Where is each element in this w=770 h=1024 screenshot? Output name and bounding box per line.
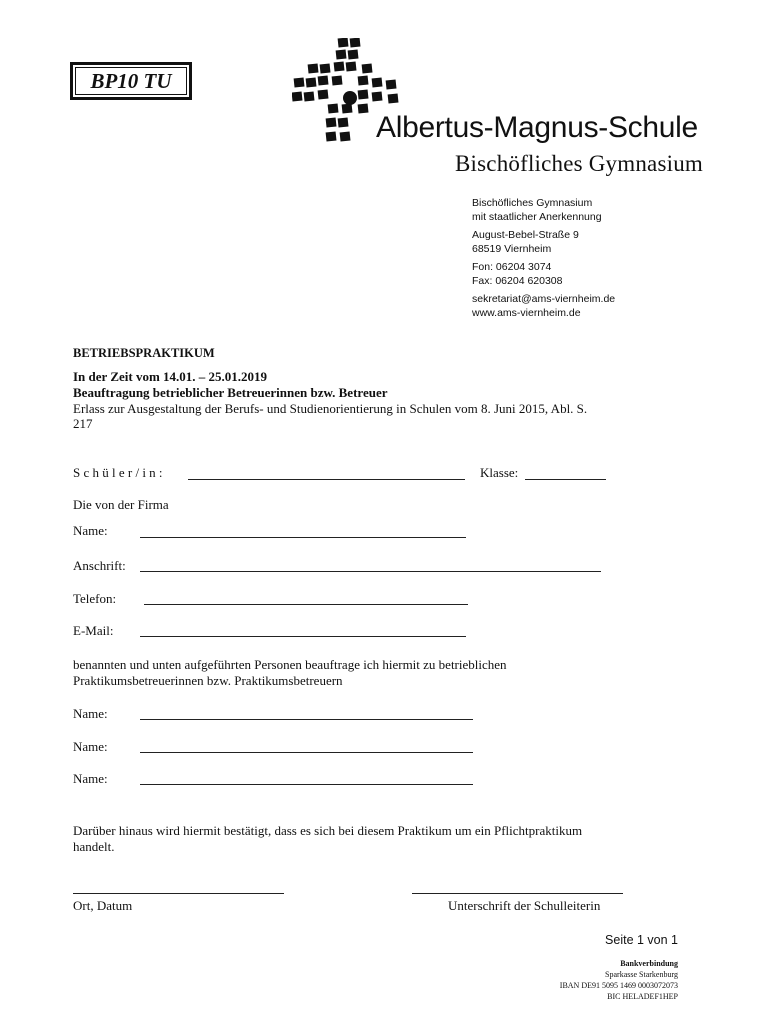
period: In der Zeit vom 14.01. – 25.01.2019 (73, 369, 268, 384)
decree-line-1: Erlass zur Ausgestaltung der Berufs- und Studienorientierung in Schulen vom 8. Juni 2015, Abl. S. (73, 401, 588, 416)
confirmation-line-2: handelt. (73, 839, 115, 854)
school-name: Albertus-Magnus-Schule (376, 111, 698, 144)
place-date-label: Ort, Datum (73, 898, 133, 913)
company-phone-label: Telefon: (73, 591, 117, 606)
company-email-field[interactable] (140, 636, 466, 637)
company-name-field[interactable] (140, 537, 466, 538)
student-field[interactable] (188, 479, 465, 480)
decree-line-2: 217 (73, 416, 93, 431)
supervisor-name-label-1: Name: (73, 706, 108, 721)
company-address-label: Anschrift: (73, 558, 126, 573)
bank-iban: IBAN DE91 5095 1469 0003072073 (559, 981, 678, 990)
place-date-field[interactable] (73, 893, 284, 894)
address-web: www.ams-viernheim.de (472, 306, 581, 319)
supervisor-name-label-2: Name: (73, 739, 108, 754)
subject: Beauftragung betrieblicher Betreuerinnen bzw. Betreuer (73, 385, 388, 400)
address-city: 68519 Viernheim (472, 242, 552, 255)
company-phone-field[interactable] (144, 604, 468, 605)
page-indicator: Seite 1 von 1 (605, 933, 678, 947)
statement-line-2: Praktikumsbetreuerinnen bzw. Praktikumsbetreuern (73, 673, 343, 688)
class-field[interactable] (525, 479, 606, 480)
principal-signature-field[interactable] (412, 893, 623, 894)
principal-signature-label: Unterschrift der Schulleiterin (448, 898, 601, 913)
form-code-box (70, 62, 192, 100)
supervisor-name-field-3[interactable] (140, 784, 473, 785)
address-line-1: Bischöfliches Gymnasium (472, 197, 593, 209)
student-label: S c h ü l e r / i n : (73, 465, 163, 480)
school-address (472, 197, 732, 325)
bank-details (560, 958, 678, 1002)
company-name-label: Name: (73, 523, 108, 538)
address-street: August-Bebel-Straße 9 (472, 229, 579, 241)
document-heading: BETRIEBSPRAKTIKUM (73, 346, 215, 360)
supervisor-name-label-3: Name: (73, 771, 108, 786)
school-subtitle: Bischöfliches Gymnasium (455, 151, 703, 176)
company-email-label: E-Mail: (73, 623, 114, 638)
address-email: sekretariat@ams-viernheim.de (472, 293, 616, 305)
confirmation-line-1: Darüber hinaus wird hiermit bestätigt, dass es sich bei diesem Praktikum um ein Pflichtpraktikum (73, 823, 583, 838)
address-phone: Fon: 06204 3074 (472, 261, 552, 273)
class-label: Klasse: (480, 465, 519, 480)
form-code: BP10 TU (90, 68, 172, 93)
address-fax: Fax: 06204 620308 (472, 274, 563, 287)
company-intro: Die von der Firma (73, 497, 169, 512)
statement-line-1: benannten und unten aufgeführten Personen beauftrage ich hiermit zu betrieblichen (73, 657, 507, 672)
bank-name: Sparkasse Starkenburg (605, 970, 678, 979)
supervisor-name-field-2[interactable] (140, 752, 473, 753)
company-address-field[interactable] (140, 571, 601, 572)
bank-bic: BIC HELADEF1HEP (607, 992, 678, 1001)
address-line-2: mit staatlicher Anerkennung (472, 210, 602, 223)
supervisor-name-field-1[interactable] (140, 719, 473, 720)
bank-title: Bankverbindung (620, 959, 678, 968)
